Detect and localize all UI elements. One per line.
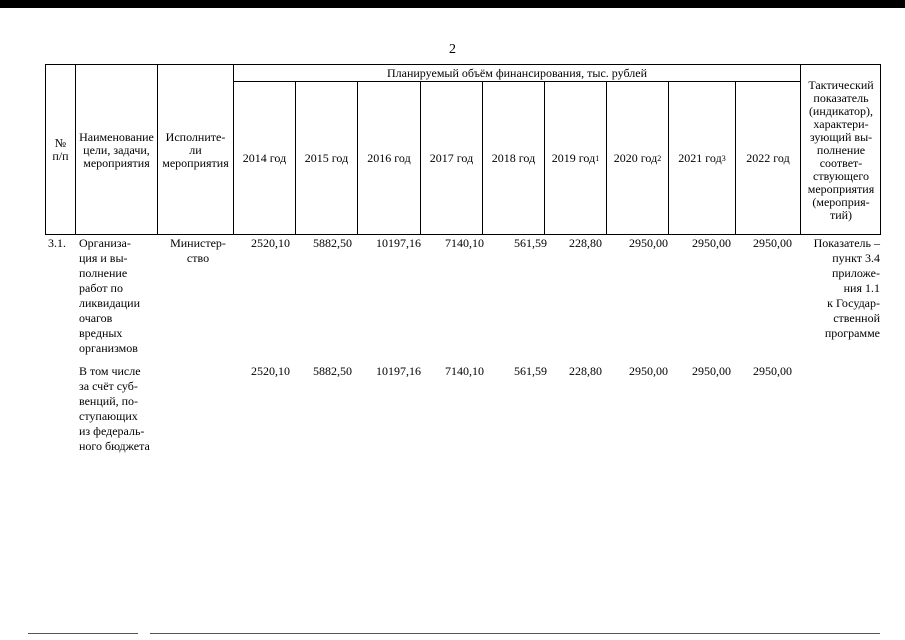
header-col-number [45, 64, 75, 235]
row-value: 10197,16 [376, 364, 421, 378]
header-col-executor-label: Исполните-ли мероприятия [162, 129, 229, 170]
row-indicator-line: программе [824, 326, 880, 340]
row-name-line: организмов [79, 341, 138, 355]
row-name-line: В том числе [79, 364, 141, 378]
row-name-line: венций, по- [79, 394, 139, 408]
row-value: 7140,10 [445, 236, 484, 250]
row-value: 561,59 [514, 236, 547, 250]
row-name-line: ступающих [79, 409, 138, 423]
row-value: 10197,16 [376, 236, 421, 250]
header-col-name [75, 64, 157, 235]
header-year-label: 2018 год [491, 151, 536, 165]
row-value: 2950,00 [629, 236, 668, 250]
row-value: 5882,50 [313, 364, 352, 378]
header-col-executor [157, 64, 233, 235]
header-year-label: 2014 год [242, 151, 287, 165]
header-funding-group [233, 64, 800, 81]
row-value: 561,59 [514, 364, 547, 378]
row-value: 228,80 [569, 236, 602, 250]
financing-table-header [45, 64, 881, 235]
header-year-4 [482, 81, 544, 235]
row-value: 2950,00 [753, 236, 792, 250]
header-year-2 [357, 81, 420, 235]
row-indicator-line: Показатель – [813, 236, 880, 250]
header-year-label: 2020 год [613, 151, 658, 165]
row-value: 7140,10 [445, 364, 484, 378]
header-year-label: 2017 год [429, 151, 474, 165]
row-value: 2950,00 [753, 364, 792, 378]
header-year-6: 2020 год 2 [606, 81, 668, 235]
row-indicator-line: приложе- [832, 266, 880, 280]
header-year-8 [735, 81, 800, 235]
row-indicator-line: ственной [833, 311, 880, 325]
header-year-7: 2021 год 3 [668, 81, 735, 235]
row-name-line: работ по [79, 281, 123, 295]
row-name-line: вредных [79, 326, 123, 340]
row-indicator [800, 236, 880, 341]
row-name-line: ция и вы- [79, 251, 128, 265]
header-year-label: 2021 год [678, 151, 722, 165]
header-year-3 [420, 81, 482, 235]
row-name [79, 364, 169, 454]
header-year-label: 2022 год [746, 151, 790, 165]
header-year-1 [295, 81, 357, 235]
row-name-line: ного бюджета [79, 439, 150, 453]
row-value: 5882,50 [313, 236, 352, 250]
header-year-label: 2015 год [304, 151, 349, 165]
header-year-label: 2019 год [551, 151, 596, 165]
page-number: 2 [449, 42, 456, 57]
row-name-line: очагов [79, 311, 113, 325]
row-name-line: Организа- [79, 236, 131, 250]
row-indicator-line: к Государ- [827, 296, 880, 310]
row-name-line: полнение [79, 266, 128, 280]
row-value: 2950,00 [629, 364, 668, 378]
header-col-name-label: Наименование цели, задачи, мероприятия [79, 129, 154, 170]
header-year-5: 2019 год 1 [544, 81, 606, 235]
row-value: 2950,00 [692, 236, 731, 250]
row-value: 228,80 [569, 364, 602, 378]
row-indicator-line: ния 1.1 [843, 281, 880, 295]
row-name-line: за счёт суб- [79, 379, 138, 393]
header-col-indicator-label: Тактический показатель (индикатор), характери-зующий вы-полнение соответ-ствующего мероприятия (мероприя-тий) [807, 77, 875, 222]
row-executor-line: ство [186, 251, 210, 265]
row-name-line: из федераль- [79, 424, 145, 438]
header-col-indicator [800, 64, 881, 235]
header-col-number-label: № п/п [52, 136, 69, 163]
row-value: 2520,10 [251, 236, 290, 250]
row-value: 2520,10 [251, 364, 290, 378]
row-number: 3.1. [48, 236, 66, 250]
top-border-bar [0, 0, 905, 8]
row-indicator-line: пункт 3.4 [832, 251, 880, 265]
row-name-line: ликвидации [79, 296, 141, 310]
header-funding-group-label: Планируемый объём финансирования, тыс. рублей [386, 65, 647, 80]
header-year-label: 2016 год [367, 151, 411, 165]
row-executor-line: Министер- [170, 236, 226, 250]
row-name [79, 236, 169, 356]
row-value: 2950,00 [692, 364, 731, 378]
header-year-0 [233, 81, 295, 235]
footer-rule-left [28, 633, 138, 634]
footer-rule-right [150, 633, 880, 634]
